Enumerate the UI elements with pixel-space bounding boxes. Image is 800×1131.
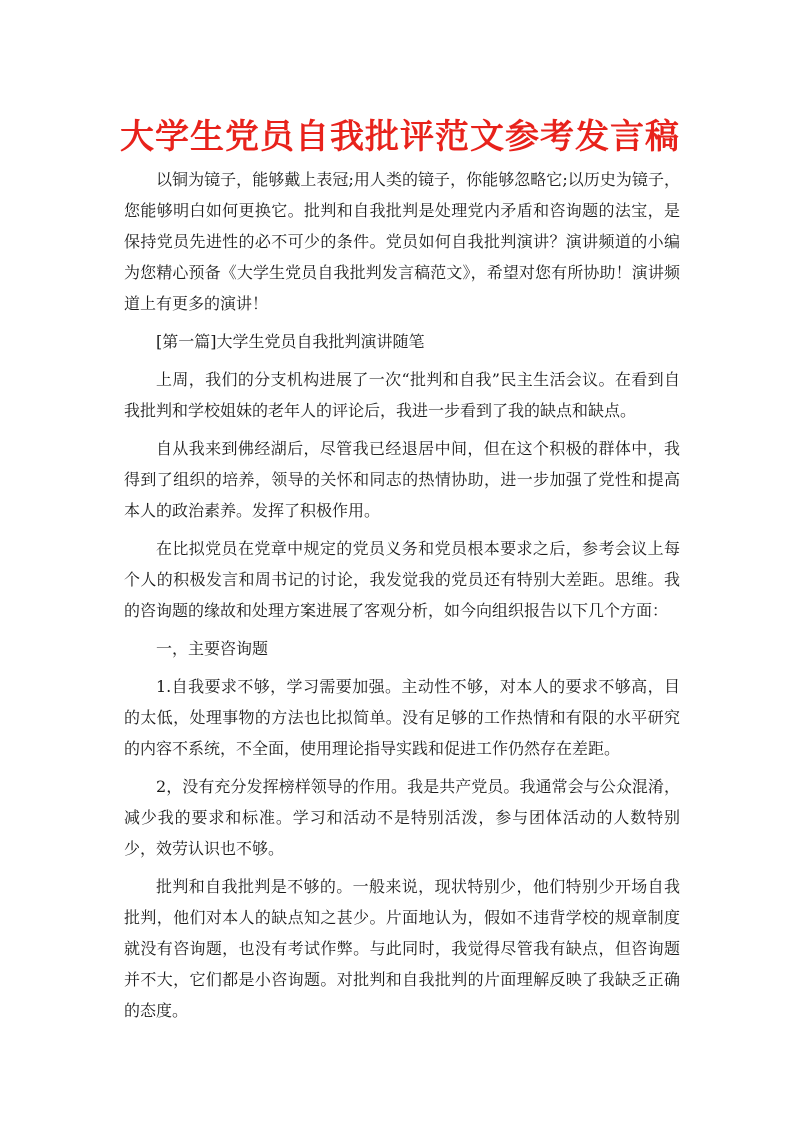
paragraph-criticism: 批判和自我批判是不够的。一般来说，现状特别少，他们特别少开场自我批判，他们对本人的缺点知之甚少。片面地认为，假如不违背学校的规章制度就没有咨询题，也没有考试作弊。与此同时，我觉得尽管我有缺点，但咨询题并不大，它们都是小咨询题。对批判和自我批判的片面理解反映了我缺乏正确的态度。 xyxy=(124,877,680,1020)
paragraph-section-heading: [第一篇]大学生党员自我批判演讲随笔 xyxy=(156,332,425,351)
paragraph-last-week: 上周，我们的分支机构进展了一次“批判和自我”民主生活会议。在看到自我批判和学校姐妹的老年人的评论后，我进一步看到了我的缺点和缺点。 xyxy=(124,370,680,420)
paragraph-main-problems-heading: 一，主要咨询题 xyxy=(156,639,269,658)
paragraph-intro: 以铜为镜子，能够戴上表冠;用人类的镜子，你能够忽略它;以历史为镜子，您能够明白如何更换它。批判和自我批判是处理党内矛盾和咨询题的法宝，是保持党员先进性的必不可少的条件。党员如何自我批判演讲？演讲频道的小编为您精心预备《大学生党员自我批判发言稿范文》，希望对您有所协助！演讲频道上有更多的演讲！ xyxy=(124,170,680,313)
paragraph-problem-2: 2，没有充分发挥榜样领导的作用。我是共产党员。我通常会与公众混淆，减少我的要求和标准。学习和活动不是特别活泼，参与团体活动的人数特别少，效劳认识也不够。 xyxy=(124,777,680,858)
paragraph-since-arrival: 自从我来到佛经湖后，尽管我已经退居中间，但在这个积极的群体中，我得到了组织的培养，领导的关怀和同志的热情协助，进一步加强了党性和提高本人的政治素养。发挥了积极作用。 xyxy=(124,439,680,520)
paragraph-comparison: 在比拟党员在党章中规定的党员义务和党员根本要求之后，参考会议上每个人的积极发言和周书记的讨论，我发觉我的党员还有特别大差距。思维。我的咨询题的缘故和处理方案进展了客观分析，如今向组织报告以下几个方面： xyxy=(124,539,680,620)
paragraph-problem-1: 1.自我要求不够，学习需要加强。主动性不够，对本人的要求不够高，目的太低，处理事物的方法也比拟简单。没有足够的工作热情和有限的水平研究的内容不系统，不全面，使用理论指导实践和促进工作仍然存在差距。 xyxy=(124,677,680,758)
document-title: 大学生党员自我批评范文参考发言稿 xyxy=(120,117,680,157)
document-body xyxy=(124,164,680,1033)
